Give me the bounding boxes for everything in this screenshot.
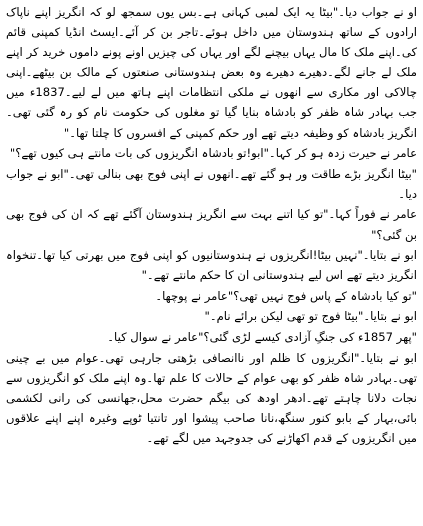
paragraph-father-answer-3: ابو نے بتایا۔"بیٹا فوج تو تھی لیکن برائے نام۔"	[204, 309, 417, 324]
paragraph-history-intro: او نے جواب دیا۔"بیٹا یہ ایک لمبی کہانی ہے۔بس یوں سمجھ لو کہ انگریز اپنے ناپاک ارادوں کے ساتھ ہندوستان میں داخل ہوئے۔تاجر بن کر آئے۔ایسٹ انڈیا کمپنی قائم کی۔اپنے ملک کا مال یہاں بیچنے لگے اور یہاں کی چیزیں اونے پونے داموں خرید کر اپنے ملک لے جانے لگے۔دھیرے دھیرے وہ بعض ہندوستانی صنعتوں کے مالک بن بیٹھے۔اپنی چالاکی اور مکاری سے انھوں نے ملکی انتظامات اپنے ہاتھ میں لے لیے۔1837ء میں جب بہادر شاہ ظفر کو بادشاہ بنایا گیا تو مغلوں کی حکومت نام کو رہ گئی تھی۔انگریز بادشاہ کو وظیفہ دیتے تھے اور حکم کمپنی کے افسروں کا چلتا تھا۔"	[6, 5, 418, 140]
paragraph-amir-question-1: عامر نے حیرت زدہ ہو کر کہا۔"ابو!تو بادشاہ انگریزوں کی بات مانتے ہی کیوں تھے؟"	[9, 146, 417, 161]
paragraph-father-answer-2: ابو نے بتایا۔"نہیں بیٹا!انگریزوں نے ہندوستانیوں کو اپنی فوج میں بھرتی کیا تھا۔تنخواہ انگریز دیتے تھے اس لیے ہندوستانی ان کا حکم مانتے تھے۔"	[6, 248, 417, 283]
paragraph-amir-question-4: "پھر 1857ء کی جنگِ آزادی کیسے لڑی گئی؟"عامر نے سوال کیا۔	[107, 330, 417, 344]
paragraph-amir-question-2: عامر نے فوراً کہا۔"تو کیا اتنے بہت سے انگریز ہندوستان آگئے تھے کہ ان کی فوج بھی بن گئی؟"	[6, 207, 417, 242]
paragraph-amir-question-3: "تو کیا بادشاہ کے پاس فوج نہیں تھی؟"عامر نے پوچھا۔	[155, 288, 417, 303]
paragraph-father-answer-1: "بیٹا انگریز بڑے طاقت ور ہو گئے تھے۔انھوں نے اپنی فوج بھی بنالی تھی۔"ابو نے جواب دیا۔	[6, 166, 417, 201]
paragraph-father-answer-4: ابو نے بتایا۔"انگریزوں کا ظلم اور ناانصافی بڑھتی جارہی تھی۔عوام میں بے چینی تھی۔بہادر شاہ ظفر کو بھی عوام کے حالات کا علم تھا۔وہ اپنے ملک کو انگریزوں سے نجات دلانا چاہتے تھے۔ادھر اودھ کی بیگم حضرت محل،جھانسی کی رانی لکشمی بائی،بہار کے بابو کنور سنگھ،نانا صاحب پیشوا اور تانتیا ٹوپے وغیرہ اپنے اپنے علاقوں میں انگریزوں کے قدم اکھاڑنے کی جدوجہد میں لگے تھے۔	[6, 350, 417, 445]
